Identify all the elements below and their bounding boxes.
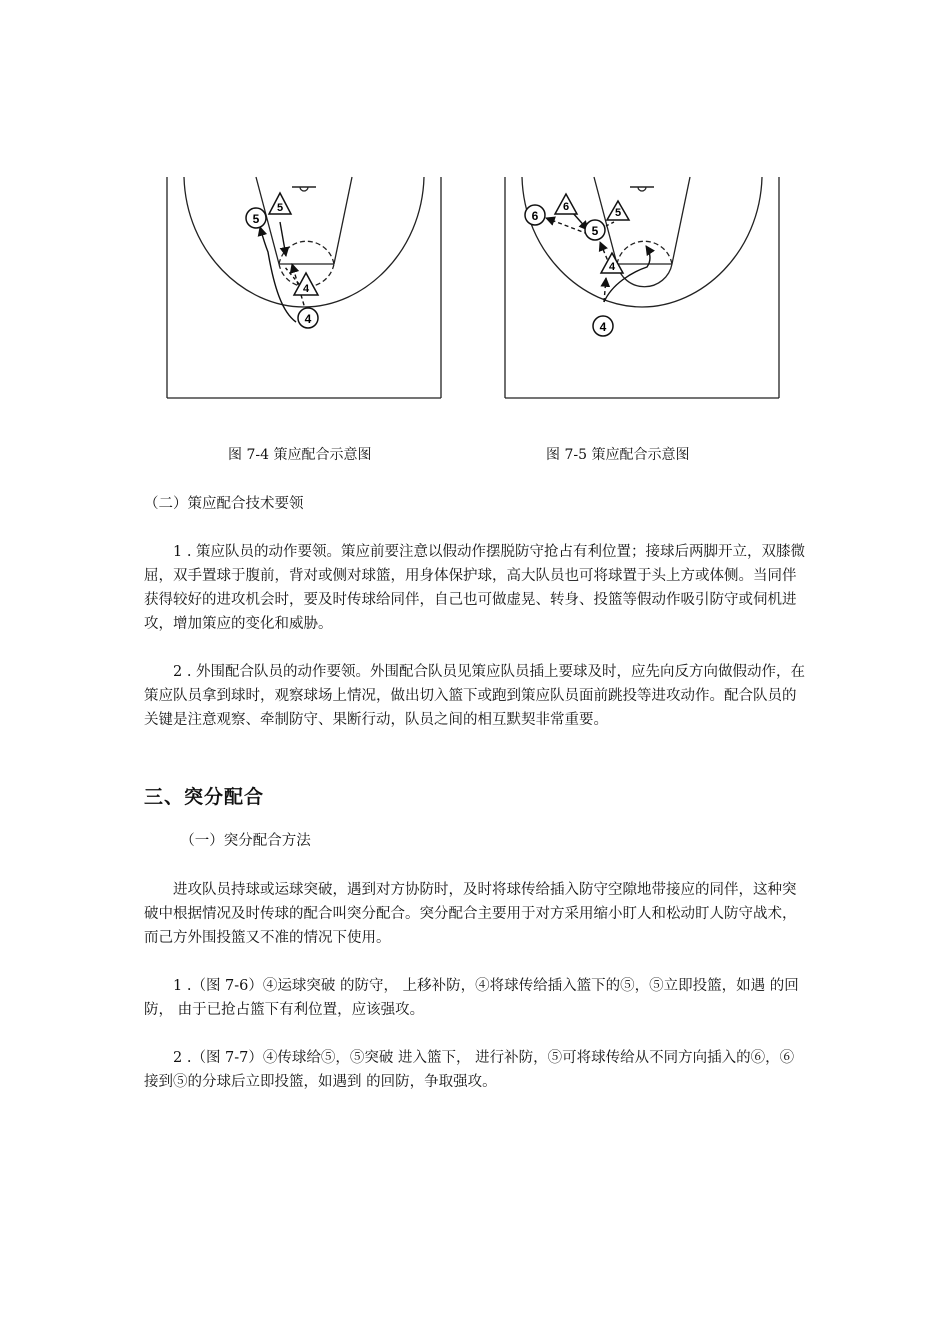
player-label: 4 <box>304 312 312 326</box>
player-label: 5 <box>614 207 622 219</box>
player-label: 4 <box>608 261 616 273</box>
court-lines <box>505 177 779 398</box>
figure-7-5-diagram <box>502 172 782 400</box>
player-circle-5 <box>246 208 266 228</box>
defender-triangle-5 <box>607 201 629 220</box>
player-label: 4 <box>599 320 607 334</box>
player-label: 6 <box>562 201 570 213</box>
player-label: 4 <box>302 283 310 295</box>
section-2-paragraph-1: 1 . 策应队员的动作要领。策应前要注意以假动作摆脱防守抢占有利位置；接球后两脚开立，双膝微屈，双手置球于腹前，背对或侧对球篮，用身体保护球，高大队员也可将球置于头上方或体侧。当同伴获得较好的进攻机会时，要及时传球给同伴，自己也可做虚晃、转身、投篮等假动作吸引防守或伺机进攻，增加策应的变化和威胁。 <box>144 544 806 632</box>
figure-7-5-caption: 图 7-5 策应配合示意图 <box>546 447 690 463</box>
section-2-paragraph-2: 2 . 外围配合队员的动作要领。外围配合队员见策应队员插上要球及时，应先向反方向做假动作，在策应队员拿到球时，观察球场上情况，做出切入篮下或跑到策应队员面前跳投等进攻动作。配合队员的关键是注意观察、牵制防守、果断行动，队员之间的相互默契非常重要。 <box>144 664 806 728</box>
section-3-paragraph-2: 1 .（图 7-6）④运球突破 的防守， 上移补防，④将球传给插入篮下的⑤，⑤立即投篮，如遇 的回防， 由于已抢占篮下有利位置，应该强攻。 <box>144 978 799 1018</box>
defender-triangle-5 <box>269 193 291 214</box>
section-2-title: （二）策应配合技术要领 <box>144 496 304 512</box>
section-3-paragraph-1: 进攻队员持球或运球突破，遇到对方协防时，及时将球传给插入防守空隙地带接应的同伴，这种突破中根据情况及时传球的配合叫突分配合。突分配合主要用于对方采用缩小盯人和松动盯人防守战术，而己方外围投篮又不准的情况下使用。 <box>144 882 797 946</box>
player-label: 6 <box>531 209 539 223</box>
figure-7-4-diagram <box>164 172 444 400</box>
section-3-paragraph-3: 2 .（图 7-7）④传球给⑤，⑤突破 进入篮下， 进行补防，⑤可将球传给从不同方向插入的⑥，⑥接到⑤的分球后立即投篮，如遇到 的回防，争取强攻。 <box>144 1050 795 1090</box>
player-label: 5 <box>252 212 260 226</box>
player-circle-4 <box>593 316 613 336</box>
section-3-subtitle: （一）突分配合方法 <box>180 833 311 849</box>
player-circle-4 <box>298 308 318 328</box>
player-label: 5 <box>591 224 599 238</box>
section-3-heading: 三、突分配合 <box>144 786 265 808</box>
player-label: 5 <box>276 202 284 214</box>
figure-7-4-caption: 图 7-4 策应配合示意图 <box>228 447 372 463</box>
player-circle-5 <box>585 220 605 240</box>
defender-triangle-6 <box>555 194 577 214</box>
player-circle-6 <box>525 205 545 225</box>
